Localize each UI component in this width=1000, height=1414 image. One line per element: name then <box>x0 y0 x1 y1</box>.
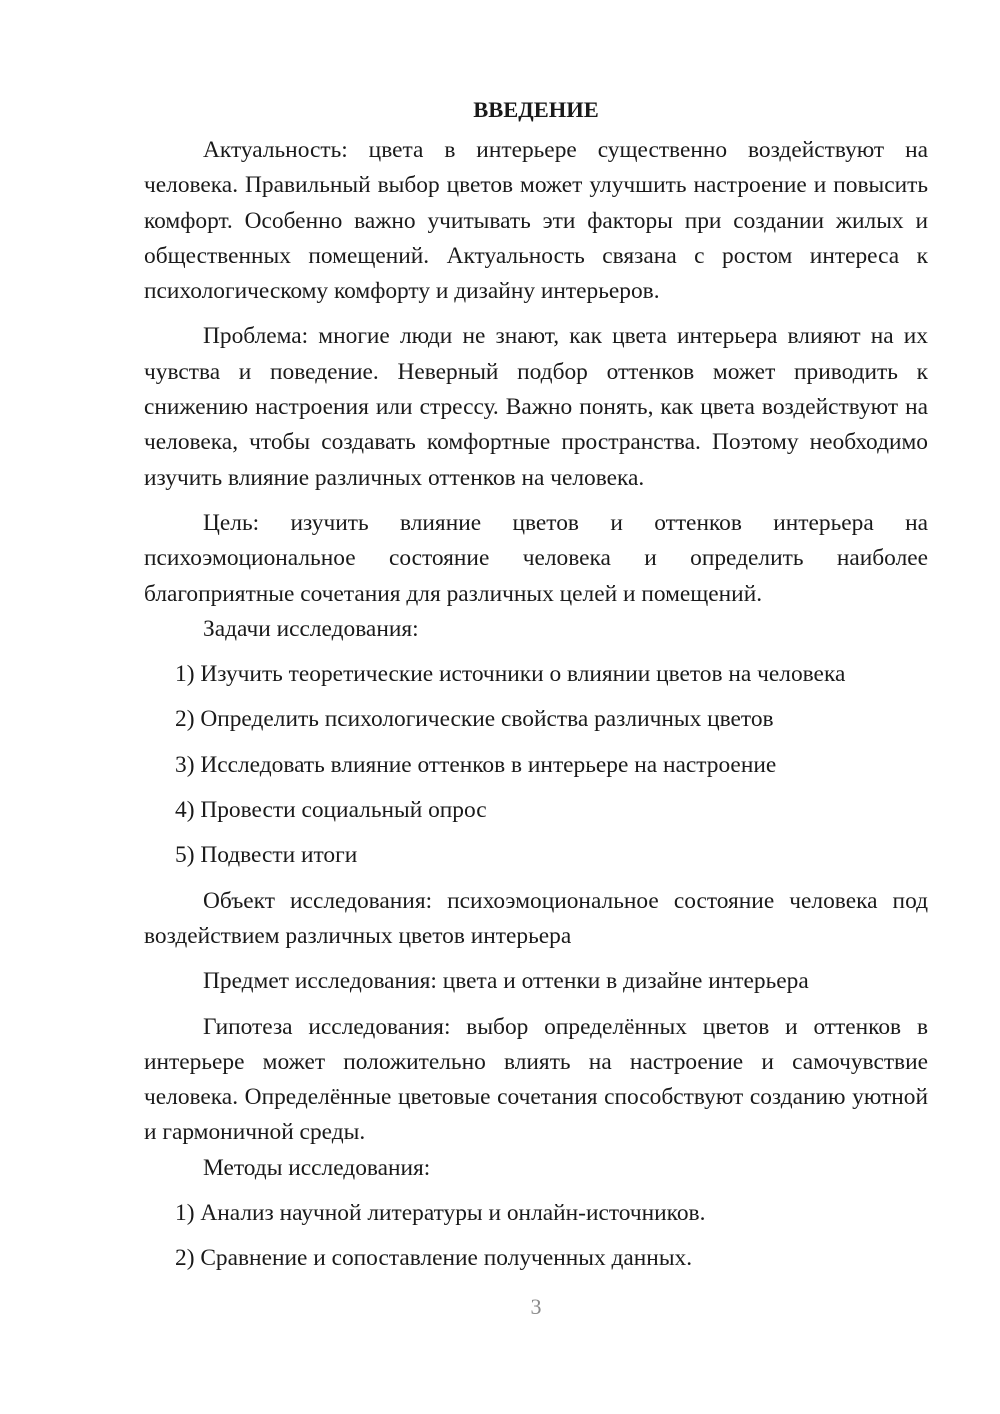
subject-paragraph: Предмет исследования: цвета и оттенки в дизайне интерьера <box>203 968 809 995</box>
methods-header: Методы исследования: <box>203 1154 431 1181</box>
tasks-header: Задачи исследования: <box>203 615 419 642</box>
tasks-list <box>144 657 928 873</box>
list-item: 1) Анализ научной литературы и онлайн-источников. <box>175 1200 706 1227</box>
list-item: 1) Изучить теоретические источники о влиянии цветов на человека <box>175 661 846 688</box>
list-item: 2) Сравнение и сопоставление полученных данных. <box>175 1245 693 1272</box>
goal-paragraph: Цель: изучить влияние цветов и оттенков интерьера на психоэмоциональное состояние человека и определить наиболее благоприятные сочетания для различных целей и помещений. <box>144 509 928 607</box>
relevance-paragraph: Актуальность: цвета в интерьере существенно воздействуют на человека. Правильный выбор цветов может улучшить настроение и повысить комфорт. Особенно важно учитывать эти факторы при создании жилых и общественных помещений. Актуальность связана с ростом интереса к психологическому комфорту и дизайну интерьеров. <box>144 137 928 305</box>
page-content <box>144 92 928 1277</box>
list-item: 3) Исследовать влияние оттенков в интерьере на настроение <box>175 751 777 778</box>
list-item: 5) Подвести итоги <box>175 842 358 869</box>
list-item: 4) Провести социальный опрос <box>175 797 487 824</box>
problem-paragraph: Проблема: многие люди не знают, как цвета интерьера влияют на их чувства и поведение. Неверный подбор оттенков может приводить к снижению настроения или стрессу. Важно понять, как цвета воздействуют на человека, чтобы создавать комфортные пространства. Поэтому необходимо изучить влияние различных оттенков на человека. <box>144 323 928 491</box>
object-paragraph: Объект исследования: психоэмоциональное состояние человека под воздействием различных цветов интерьера <box>144 887 928 949</box>
methods-list <box>144 1196 928 1277</box>
page-number: 3 <box>530 1294 542 1319</box>
list-item: 2) Определить психологические свойства различных цветов <box>175 706 774 733</box>
page-title: ВВЕДЕНИЕ <box>473 97 599 122</box>
hypothesis-paragraph: Гипотеза исследования: выбор определённых цветов и оттенков в интерьере может положительно влиять на настроение и самочувствие человека. Определённые цветовые сочетания способствуют созданию уютной и гармоничной среды. <box>144 1013 928 1146</box>
